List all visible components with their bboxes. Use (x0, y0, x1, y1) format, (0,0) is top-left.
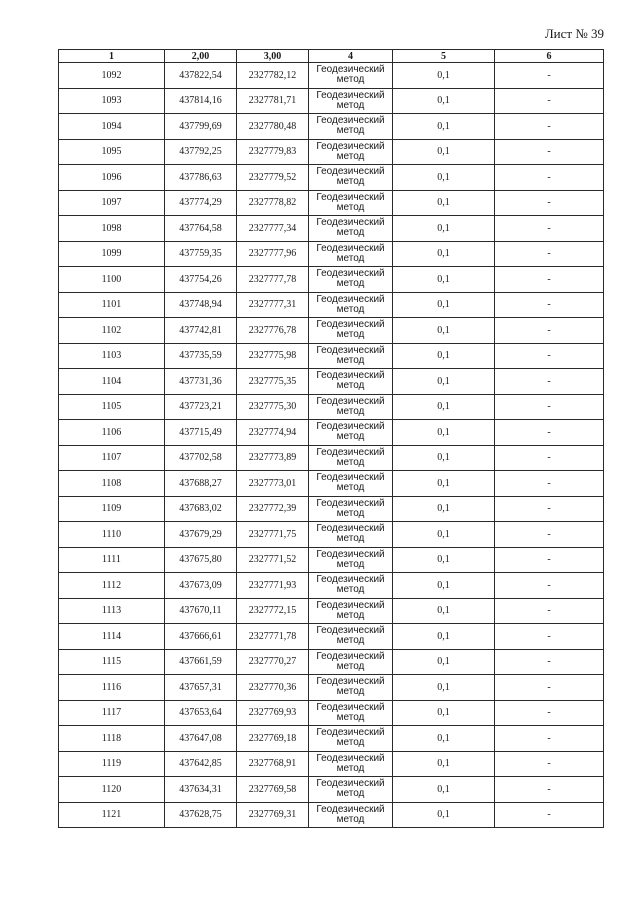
coord-y: 2327771,52 (237, 547, 309, 573)
coord-y: 2327777,34 (237, 216, 309, 242)
table-row (59, 63, 604, 89)
method-line-1: Геодезический (316, 523, 385, 535)
coord-y: 2327769,58 (237, 777, 309, 803)
method-line-1: Геодезический (316, 89, 385, 101)
method-line-1: Геодезический (316, 650, 385, 662)
accuracy: 0,1 (393, 318, 495, 344)
method-line-2: метод (336, 380, 365, 392)
header-col-5: 5 (393, 50, 495, 63)
method-line-1: Геодезический (316, 548, 385, 560)
point-number: 1107 (59, 445, 165, 471)
accuracy: 0,1 (393, 241, 495, 267)
method-line-2: метод (336, 737, 365, 749)
point-number: 1121 (59, 802, 165, 828)
table-row (59, 241, 604, 267)
note: - (495, 445, 604, 471)
accuracy: 0,1 (393, 471, 495, 497)
point-number: 1094 (59, 114, 165, 140)
coord-y: 2327776,78 (237, 318, 309, 344)
table-row (59, 777, 604, 803)
table-row (59, 726, 604, 752)
coord-y: 2327781,71 (237, 88, 309, 114)
table-row (59, 216, 604, 242)
accuracy: 0,1 (393, 165, 495, 191)
table-row (59, 547, 604, 573)
accuracy: 0,1 (393, 777, 495, 803)
sheet-number: Лист № 39 (544, 26, 604, 41)
method-line-2: метод (336, 686, 365, 698)
coord-x: 437814,16 (165, 88, 237, 114)
method-cell (309, 445, 393, 471)
accuracy: 0,1 (393, 292, 495, 318)
method-line-1: Геодезический (316, 472, 385, 484)
note: - (495, 63, 604, 89)
method-line-2: метод (336, 303, 365, 315)
coord-y: 2327769,18 (237, 726, 309, 752)
note: - (495, 318, 604, 344)
method-cell (309, 598, 393, 624)
point-number: 1114 (59, 624, 165, 650)
coord-x: 437666,61 (165, 624, 237, 650)
accuracy: 0,1 (393, 675, 495, 701)
method-cell (309, 241, 393, 267)
method-line-1: Геодезический (316, 778, 385, 790)
coord-y: 2327774,94 (237, 420, 309, 446)
accuracy: 0,1 (393, 343, 495, 369)
accuracy: 0,1 (393, 802, 495, 828)
coord-y: 2327780,48 (237, 114, 309, 140)
note: - (495, 675, 604, 701)
method-line-1: Геодезический (316, 166, 385, 178)
method-line-1: Геодезический (316, 395, 385, 407)
method-line-1: Геодезический (316, 319, 385, 331)
accuracy: 0,1 (393, 573, 495, 599)
coord-x: 437754,26 (165, 267, 237, 293)
accuracy: 0,1 (393, 88, 495, 114)
table-row (59, 394, 604, 420)
accuracy: 0,1 (393, 598, 495, 624)
header-col-2: 2,00 (165, 50, 237, 63)
method-line-1: Геодезический (316, 370, 385, 382)
table-row (59, 624, 604, 650)
coord-y: 2327769,31 (237, 802, 309, 828)
point-number: 1102 (59, 318, 165, 344)
note: - (495, 165, 604, 191)
note: - (495, 496, 604, 522)
method-cell (309, 369, 393, 395)
method-cell (309, 343, 393, 369)
method-line-2: метод (336, 711, 365, 723)
note: - (495, 802, 604, 828)
method-line-1: Геодезический (316, 752, 385, 764)
note: - (495, 88, 604, 114)
note: - (495, 369, 604, 395)
accuracy: 0,1 (393, 267, 495, 293)
note: - (495, 343, 604, 369)
table-row (59, 573, 604, 599)
method-line-1: Геодезический (316, 446, 385, 458)
note: - (495, 114, 604, 140)
coord-x: 437675,80 (165, 547, 237, 573)
method-line-2: метод (336, 201, 365, 213)
method-line-2: метод (336, 507, 365, 519)
accuracy: 0,1 (393, 751, 495, 777)
point-number: 1109 (59, 496, 165, 522)
table-row (59, 420, 604, 446)
point-number: 1097 (59, 190, 165, 216)
accuracy: 0,1 (393, 496, 495, 522)
method-line-1: Геодезический (316, 242, 385, 254)
point-number: 1100 (59, 267, 165, 293)
method-line-1: Геодезический (316, 421, 385, 433)
method-line-2: метод (336, 99, 365, 111)
method-line-2: метод (336, 482, 365, 494)
table-row (59, 318, 604, 344)
note: - (495, 471, 604, 497)
method-cell (309, 751, 393, 777)
method-cell (309, 139, 393, 165)
note: - (495, 726, 604, 752)
method-line-2: метод (336, 74, 365, 86)
point-number: 1117 (59, 700, 165, 726)
method-line-2: метод (336, 558, 365, 570)
note: - (495, 420, 604, 446)
note: - (495, 624, 604, 650)
coord-x: 437642,85 (165, 751, 237, 777)
coord-x: 437679,29 (165, 522, 237, 548)
accuracy: 0,1 (393, 700, 495, 726)
table-row (59, 598, 604, 624)
method-line-2: метод (336, 405, 365, 417)
coord-x: 437661,59 (165, 649, 237, 675)
coord-x: 437647,08 (165, 726, 237, 752)
note: - (495, 751, 604, 777)
table-row (59, 522, 604, 548)
method-cell (309, 216, 393, 242)
coord-y: 2327771,78 (237, 624, 309, 650)
coord-y: 2327775,98 (237, 343, 309, 369)
note: - (495, 573, 604, 599)
coord-x: 437759,35 (165, 241, 237, 267)
coord-x: 437657,31 (165, 675, 237, 701)
coord-x: 437731,36 (165, 369, 237, 395)
method-line-2: метод (336, 354, 365, 366)
method-line-2: метод (336, 813, 365, 825)
point-number: 1098 (59, 216, 165, 242)
method-cell (309, 190, 393, 216)
point-number: 1096 (59, 165, 165, 191)
note: - (495, 547, 604, 573)
note: - (495, 139, 604, 165)
method-line-2: метод (336, 609, 365, 621)
table-row (59, 88, 604, 114)
method-line-1: Геодезический (316, 268, 385, 280)
point-number: 1119 (59, 751, 165, 777)
table-body (59, 63, 604, 828)
coord-x: 437653,64 (165, 700, 237, 726)
method-cell (309, 675, 393, 701)
method-line-1: Геодезический (316, 625, 385, 637)
point-number: 1101 (59, 292, 165, 318)
coord-y: 2327768,91 (237, 751, 309, 777)
note: - (495, 649, 604, 675)
note: - (495, 241, 604, 267)
accuracy: 0,1 (393, 190, 495, 216)
method-line-2: метод (336, 150, 365, 162)
accuracy: 0,1 (393, 649, 495, 675)
method-cell (309, 471, 393, 497)
method-line-1: Геодезический (316, 140, 385, 152)
header-row (59, 50, 604, 63)
coord-y: 2327775,35 (237, 369, 309, 395)
method-line-2: метод (336, 227, 365, 239)
coord-y: 2327772,39 (237, 496, 309, 522)
accuracy: 0,1 (393, 216, 495, 242)
coord-x: 437742,81 (165, 318, 237, 344)
method-line-2: метод (336, 762, 365, 774)
method-line-1: Геодезический (316, 191, 385, 203)
coord-y: 2327779,83 (237, 139, 309, 165)
point-number: 1118 (59, 726, 165, 752)
coord-y: 2327770,36 (237, 675, 309, 701)
method-cell (309, 649, 393, 675)
accuracy: 0,1 (393, 63, 495, 89)
method-line-1: Геодезический (316, 701, 385, 713)
accuracy: 0,1 (393, 420, 495, 446)
method-line-2: метод (336, 252, 365, 264)
coord-y: 2327777,78 (237, 267, 309, 293)
coord-x: 437634,31 (165, 777, 237, 803)
note: - (495, 598, 604, 624)
coord-y: 2327769,93 (237, 700, 309, 726)
note: - (495, 292, 604, 318)
method-line-2: метод (336, 533, 365, 545)
accuracy: 0,1 (393, 394, 495, 420)
method-line-1: Геодезический (316, 599, 385, 611)
coord-y: 2327777,31 (237, 292, 309, 318)
method-cell (309, 267, 393, 293)
method-line-2: метод (336, 329, 365, 341)
table-row (59, 675, 604, 701)
note: - (495, 522, 604, 548)
method-cell (309, 522, 393, 548)
method-line-1: Геодезический (316, 115, 385, 127)
note: - (495, 216, 604, 242)
method-cell (309, 777, 393, 803)
coord-x: 437792,25 (165, 139, 237, 165)
note: - (495, 394, 604, 420)
table-row (59, 267, 604, 293)
header-col-4: 4 (309, 50, 393, 63)
coord-y: 2327779,52 (237, 165, 309, 191)
coord-x: 437764,58 (165, 216, 237, 242)
coord-y: 2327771,93 (237, 573, 309, 599)
coord-y: 2327777,96 (237, 241, 309, 267)
point-number: 1106 (59, 420, 165, 446)
accuracy: 0,1 (393, 114, 495, 140)
point-number: 1103 (59, 343, 165, 369)
coord-x: 437702,58 (165, 445, 237, 471)
coordinates-table (58, 49, 604, 828)
coord-x: 437822,54 (165, 63, 237, 89)
method-cell (309, 394, 393, 420)
method-line-1: Геодезический (316, 676, 385, 688)
method-line-1: Геодезический (316, 64, 385, 76)
coord-y: 2327775,30 (237, 394, 309, 420)
method-cell (309, 726, 393, 752)
coord-y: 2327772,15 (237, 598, 309, 624)
accuracy: 0,1 (393, 139, 495, 165)
method-cell (309, 573, 393, 599)
coord-x: 437786,63 (165, 165, 237, 191)
accuracy: 0,1 (393, 726, 495, 752)
accuracy: 0,1 (393, 624, 495, 650)
method-line-2: метод (336, 635, 365, 647)
method-line-2: метод (336, 278, 365, 290)
point-number: 1108 (59, 471, 165, 497)
method-line-2: метод (336, 125, 365, 137)
table-row (59, 165, 604, 191)
coord-x: 437683,02 (165, 496, 237, 522)
table-row (59, 649, 604, 675)
note: - (495, 267, 604, 293)
coord-y: 2327778,82 (237, 190, 309, 216)
method-cell (309, 624, 393, 650)
point-number: 1095 (59, 139, 165, 165)
accuracy: 0,1 (393, 522, 495, 548)
coord-y: 2327782,12 (237, 63, 309, 89)
accuracy: 0,1 (393, 547, 495, 573)
method-line-2: метод (336, 584, 365, 596)
point-number: 1099 (59, 241, 165, 267)
coord-y: 2327773,01 (237, 471, 309, 497)
method-line-1: Геодезический (316, 217, 385, 229)
table-row (59, 190, 604, 216)
note: - (495, 190, 604, 216)
method-line-2: метод (336, 431, 365, 443)
method-cell (309, 165, 393, 191)
method-line-1: Геодезический (316, 574, 385, 586)
method-cell (309, 700, 393, 726)
table-row (59, 751, 604, 777)
coord-x: 437628,75 (165, 802, 237, 828)
table-row (59, 700, 604, 726)
header-col-1: 1 (59, 50, 165, 63)
method-cell (309, 802, 393, 828)
coord-x: 437723,21 (165, 394, 237, 420)
point-number: 1113 (59, 598, 165, 624)
accuracy: 0,1 (393, 445, 495, 471)
point-number: 1116 (59, 675, 165, 701)
coord-x: 437799,69 (165, 114, 237, 140)
note: - (495, 777, 604, 803)
table-row (59, 445, 604, 471)
method-cell (309, 547, 393, 573)
point-number: 1093 (59, 88, 165, 114)
method-cell (309, 292, 393, 318)
coord-x: 437673,09 (165, 573, 237, 599)
method-line-1: Геодезический (316, 727, 385, 739)
coord-x: 437748,94 (165, 292, 237, 318)
method-line-2: метод (336, 660, 365, 672)
coord-y: 2327773,89 (237, 445, 309, 471)
method-line-1: Геодезический (316, 803, 385, 815)
accuracy: 0,1 (393, 369, 495, 395)
coord-x: 437715,49 (165, 420, 237, 446)
method-cell (309, 496, 393, 522)
method-cell (309, 114, 393, 140)
method-cell (309, 88, 393, 114)
coord-x: 437688,27 (165, 471, 237, 497)
method-cell (309, 318, 393, 344)
table-row (59, 369, 604, 395)
method-cell (309, 420, 393, 446)
table-row (59, 802, 604, 828)
table-row (59, 496, 604, 522)
method-line-1: Геодезический (316, 344, 385, 356)
point-number: 1112 (59, 573, 165, 599)
method-cell (309, 63, 393, 89)
table-row (59, 343, 604, 369)
method-line-2: метод (336, 176, 365, 188)
table-row (59, 139, 604, 165)
point-number: 1110 (59, 522, 165, 548)
table-row (59, 471, 604, 497)
header-col-3: 3,00 (237, 50, 309, 63)
point-number: 1092 (59, 63, 165, 89)
table-row (59, 114, 604, 140)
point-number: 1120 (59, 777, 165, 803)
coord-y: 2327770,27 (237, 649, 309, 675)
method-line-1: Геодезический (316, 497, 385, 509)
table-row (59, 292, 604, 318)
method-line-2: метод (336, 456, 365, 468)
note: - (495, 700, 604, 726)
point-number: 1115 (59, 649, 165, 675)
coord-x: 437670,11 (165, 598, 237, 624)
point-number: 1104 (59, 369, 165, 395)
point-number: 1111 (59, 547, 165, 573)
coord-y: 2327771,75 (237, 522, 309, 548)
point-number: 1105 (59, 394, 165, 420)
method-line-2: метод (336, 788, 365, 800)
method-line-1: Геодезический (316, 293, 385, 305)
coord-x: 437774,29 (165, 190, 237, 216)
coord-x: 437735,59 (165, 343, 237, 369)
header-col-6: 6 (495, 50, 604, 63)
